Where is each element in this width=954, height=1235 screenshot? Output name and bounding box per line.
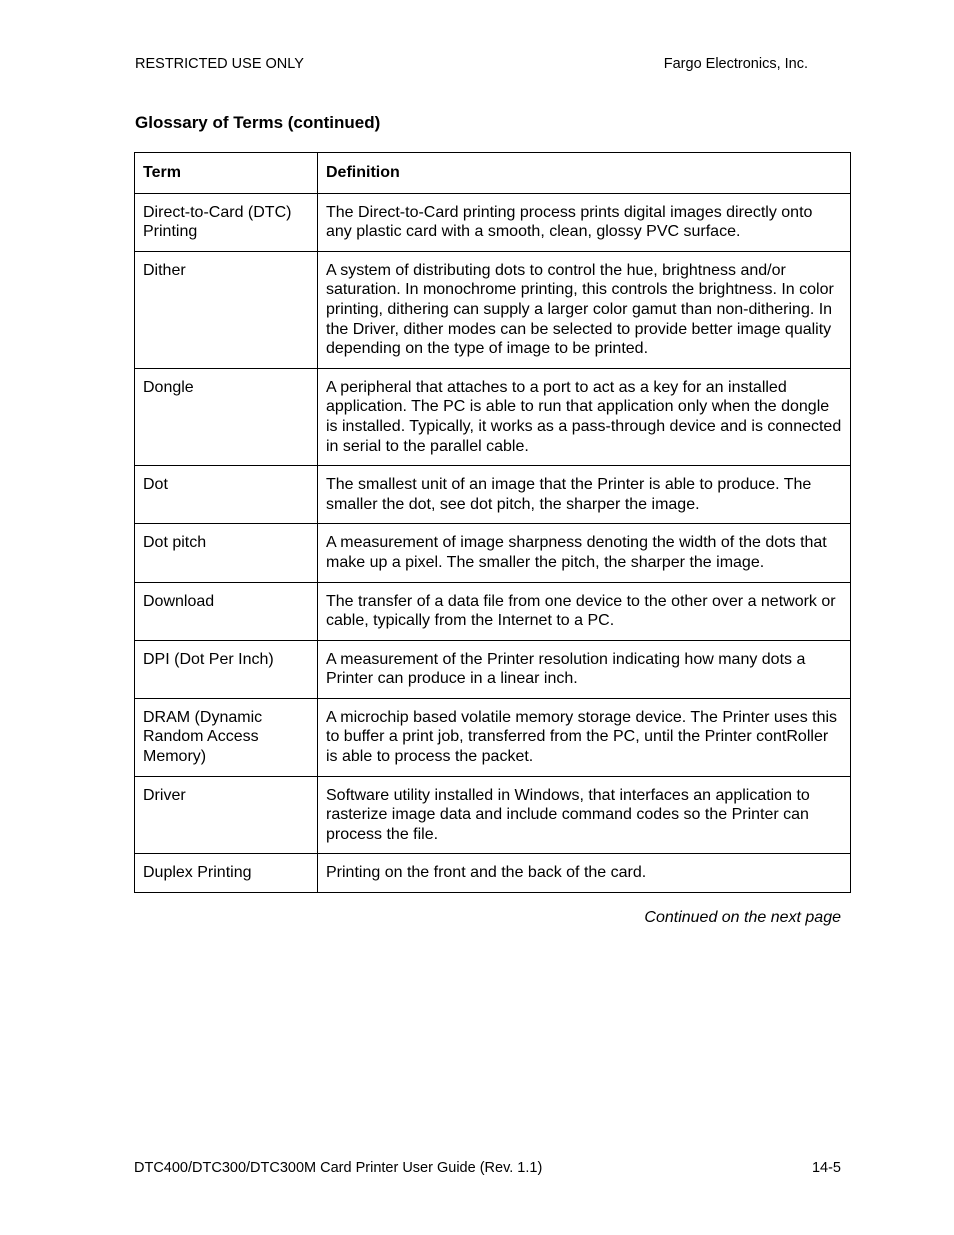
definition-cell: A microchip based volatile memory storage device. The Printer uses this to buffer a print job, transferred from the PC, until the Printer contRoller is able to process the packet. — [318, 698, 851, 776]
term-cell: Driver — [135, 776, 318, 854]
table-row — [135, 640, 851, 698]
table-row — [135, 524, 851, 582]
table-row — [135, 466, 851, 524]
table-row — [135, 251, 851, 368]
table-row — [135, 854, 851, 893]
term-cell: Download — [135, 582, 318, 640]
term-cell: Duplex Printing — [135, 854, 318, 893]
page-title: Glossary of Terms (continued) — [135, 113, 381, 132]
term-cell: Dither — [135, 251, 318, 368]
term-cell: Dongle — [135, 368, 318, 465]
definition-cell: The transfer of a data file from one device to the other over a network or cable, typically from the Internet to a PC. — [318, 582, 851, 640]
definition-cell: The smallest unit of an image that the Printer is able to produce. The smaller the dot, see dot pitch, the sharper the image. — [318, 466, 851, 524]
footer-page-number: 14-5 — [811, 1160, 841, 1176]
table-row — [135, 368, 851, 465]
table-row — [135, 193, 851, 251]
term-cell: Dot pitch — [135, 524, 318, 582]
term-cell: Direct-to-Card (DTC) Printing — [135, 193, 318, 251]
term-cell: DPI (Dot Per Inch) — [135, 640, 318, 698]
definition-cell: Software utility installed in Windows, that interfaces an application to rasterize image data and include command codes so the Printer can process the file. — [318, 776, 851, 854]
glossary-table — [134, 152, 851, 893]
footer-document-title: DTC400/DTC300/DTC300M Card Printer User Guide (Rev. 1.1) — [134, 1160, 543, 1176]
definition-cell: Printing on the front and the back of the card. — [318, 854, 851, 893]
term-cell: DRAM (Dynamic Random Access Memory) — [135, 698, 318, 776]
definition-cell: A system of distributing dots to control the hue, brightness and/or saturation. In monochrome printing, this controls the brightness. In color printing, dithering can supply a larger color gamut than non-dithering. In the Driver, dither modes can be selected to provide better image quality depending on the type of image to be printed. — [318, 251, 851, 368]
table-row — [135, 776, 851, 854]
column-header-term: Term — [135, 153, 318, 194]
definition-cell: The Direct-to-Card printing process prints digital images directly onto any plastic card with a smooth, clean, glossy PVC surface. — [318, 193, 851, 251]
table-row — [135, 698, 851, 776]
column-header-definition: Definition — [318, 153, 851, 194]
definition-cell: A peripheral that attaches to a port to act as a key for an installed application. The PC is able to run that application only when the dongle is installed. Typically, it works as a pass-through device and is connected in serial to the parallel cable. — [318, 368, 851, 465]
definition-cell: A measurement of the Printer resolution indicating how many dots a Printer can produce in a linear inch. — [318, 640, 851, 698]
table-row — [135, 582, 851, 640]
continued-note: Continued on the next page — [644, 909, 841, 926]
table-header-row — [135, 153, 851, 194]
definition-cell: A measurement of image sharpness denoting the width of the dots that make up a pixel. The smaller the pitch, the sharper the image. — [318, 524, 851, 582]
header-restricted-label: RESTRICTED USE ONLY — [135, 56, 304, 72]
header-company-name: Fargo Electronics, Inc. — [663, 56, 808, 72]
term-cell: Dot — [135, 466, 318, 524]
